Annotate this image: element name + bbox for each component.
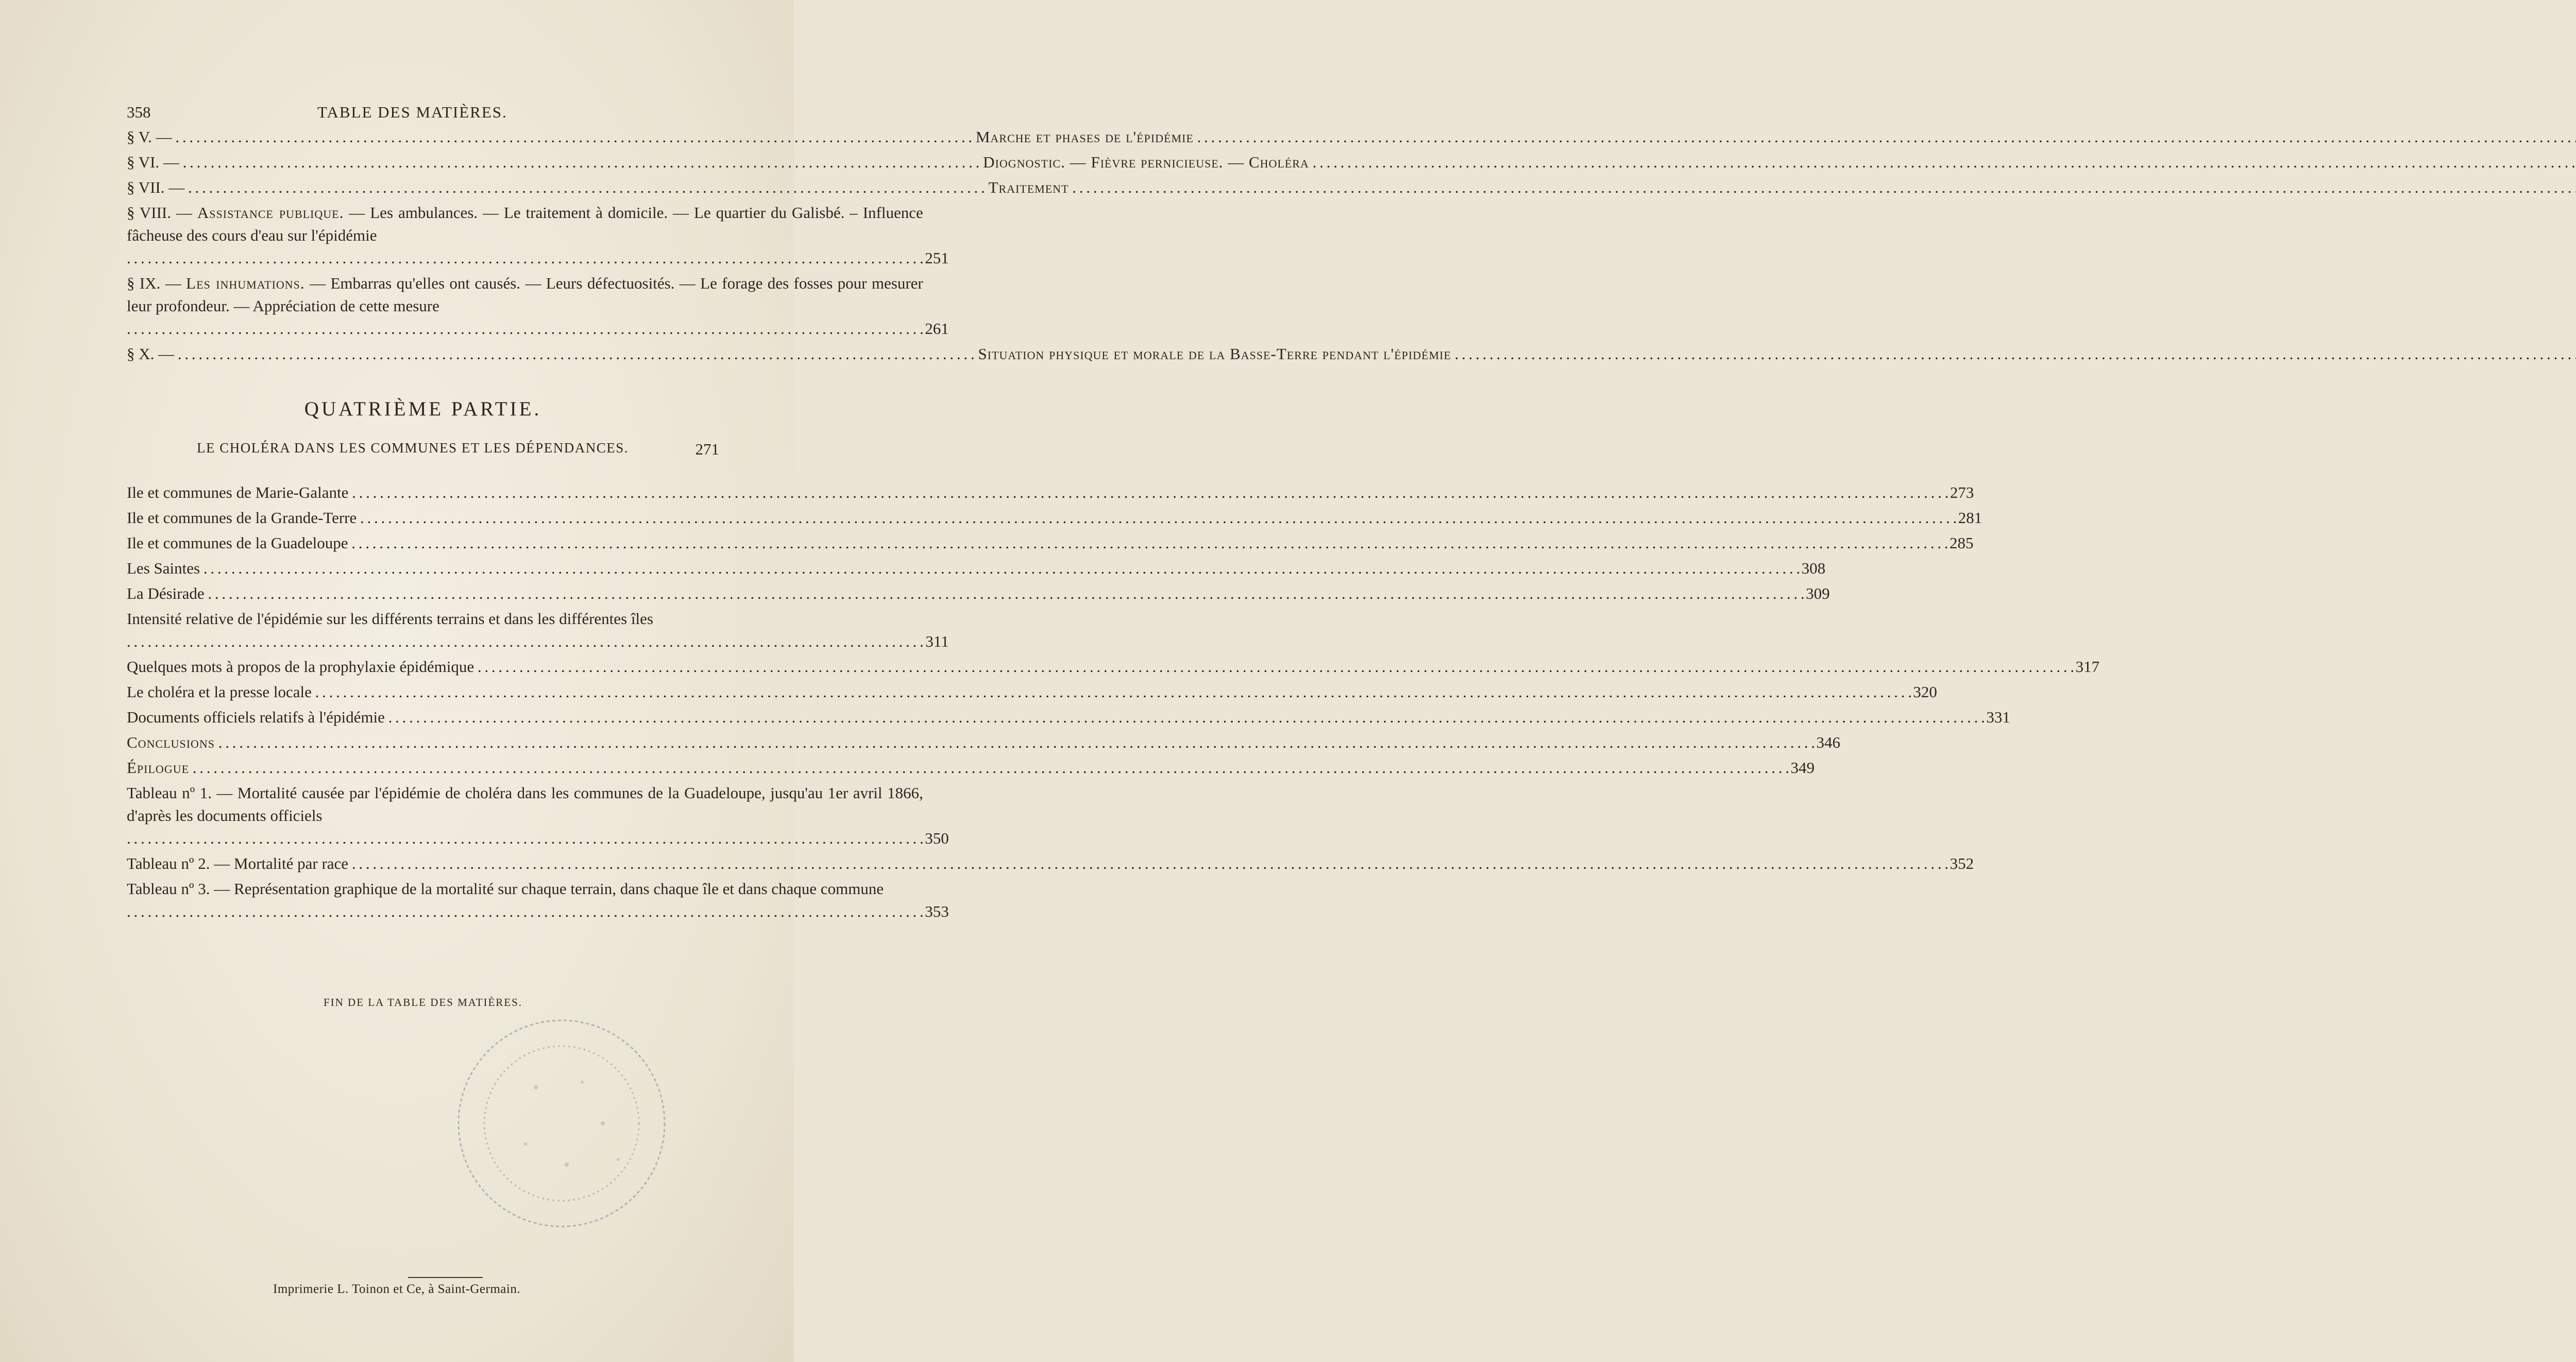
entry-title: Les Saintes . . . xyxy=(127,559,1000,577)
entry-text xyxy=(127,731,1815,754)
section-text xyxy=(127,201,923,270)
imprint-rule xyxy=(408,1277,483,1278)
entry-row xyxy=(127,878,949,923)
entry-title: Le choléra et la presse locale . . . xyxy=(127,683,1111,701)
section-marker: § V. — . . . xyxy=(127,128,972,146)
entry-row xyxy=(127,756,1815,779)
entry-title: Quelques mots à propos de la prophylaxie épidémique . . . xyxy=(127,658,1274,676)
entry-page: 353 xyxy=(925,902,949,920)
entry-page: 281 xyxy=(1958,509,1982,527)
part-subtitle: LE CHOLÉRA DANS LES COMMUNES ET LES DÉPENDANCES. xyxy=(196,440,629,456)
section-heading: Traitement . . . xyxy=(988,178,1869,196)
entry-text xyxy=(127,507,1956,529)
entry-title: Épilogue . . . xyxy=(127,759,989,777)
entry-page: 308 xyxy=(1801,559,1826,577)
section-row xyxy=(127,151,1309,174)
entry-text xyxy=(127,756,1789,779)
section-heading: Marche et phases de l'épidémie . . . xyxy=(976,128,1993,146)
entry-text xyxy=(127,681,1911,703)
entry-text xyxy=(127,557,1800,580)
entry-row xyxy=(127,782,949,850)
entry-page: 273 xyxy=(1950,483,1974,501)
section-heading: Les inhumations. xyxy=(186,274,305,292)
section-row xyxy=(127,343,1451,365)
part-subtitle-page: 271 xyxy=(695,440,719,458)
entry-page: 320 xyxy=(1913,683,1937,701)
section-marker: § IX. — xyxy=(127,274,181,292)
entry-title: Documents officiels relatifs à l'épidémie . . . xyxy=(127,708,1184,726)
entry-text xyxy=(127,706,1985,729)
entry-page: 331 xyxy=(1986,708,2010,726)
entry-row xyxy=(127,655,2100,678)
entry-row xyxy=(127,481,1974,504)
section-marker: § VII. — . . . xyxy=(127,178,985,196)
section-text xyxy=(127,343,2576,365)
section-list xyxy=(127,126,1451,365)
entry-text xyxy=(127,782,923,850)
section-row xyxy=(127,201,949,270)
running-header xyxy=(127,103,719,126)
entry-title: Ile et communes de la Grande-Terre . . . xyxy=(127,509,1157,527)
entry-row xyxy=(127,582,1830,605)
entry-title: Conclusions . . . xyxy=(127,733,1015,751)
entry-text xyxy=(127,878,923,923)
entry-title: Tableau nº 3. — Représentation graphique de la mortalité sur chaque terrain, dans chaque île et dans chaque commune xyxy=(127,880,884,898)
section-heading: Assistance publique. xyxy=(197,204,344,222)
running-title: TABLE DES MATIÈRES. xyxy=(317,103,507,121)
entry-page: 285 xyxy=(1950,534,1974,552)
section-row xyxy=(127,176,1069,199)
entry-text xyxy=(127,582,1804,605)
entry-row xyxy=(127,731,1841,754)
section-row xyxy=(127,126,1194,148)
entry-text xyxy=(127,608,923,653)
entry-title: La Désirade . . . xyxy=(127,584,1004,602)
library-stamp xyxy=(448,1010,675,1237)
section-heading: Situation physique et morale de la Basse-Terre pendant l'épidémie . . . xyxy=(978,345,2251,363)
section-marker: § VI. — . . . xyxy=(127,153,979,171)
section-page: 251 xyxy=(925,249,949,267)
entry-row xyxy=(127,681,1937,703)
part-subtitle-row xyxy=(127,440,719,459)
entry-page: 346 xyxy=(1816,733,1841,751)
entry-title: Tableau nº 1. — Mortalité causée par l'épidémie de choléra dans les communes de la Guadeloupe, jusqu'au 1er avril 1866, d'après les documents officiels xyxy=(127,784,923,825)
entry-list xyxy=(127,481,2100,923)
section-text xyxy=(127,126,2576,148)
entry-text xyxy=(127,481,1948,504)
end-of-table-note: FIN DE LA TABLE DES MATIÈRES. xyxy=(323,996,523,1008)
entry-page: 311 xyxy=(925,632,949,650)
page-number: 358 xyxy=(127,103,151,121)
page-content xyxy=(127,103,2100,1009)
imprint-line: Imprimerie L. Toinon et Ce, à Saint-Germain. xyxy=(273,1282,521,1296)
section-row xyxy=(127,272,949,340)
section-marker: § X. — . . . xyxy=(127,345,974,363)
entry-text xyxy=(127,532,1948,554)
entry-row xyxy=(127,706,2010,729)
entry-row xyxy=(127,557,1826,580)
section-text xyxy=(127,272,923,340)
entry-page: 317 xyxy=(2075,658,2100,676)
section-page: 261 xyxy=(925,320,949,338)
entry-page: 309 xyxy=(1806,584,1830,602)
section-text xyxy=(127,151,2576,174)
section-description: — Les ambulances. — Le traitement à domicile. — Le quartier du Galisbé. – Influence fâcheuse des cours d'eau sur l'épidémie xyxy=(127,204,923,244)
entry-text xyxy=(127,852,1948,875)
entry-title: Ile et communes de la Guadeloupe . . . xyxy=(127,534,1148,552)
entry-page: 349 xyxy=(1790,759,1815,777)
entry-title: Intensité relative de l'épidémie sur les différents terrains et dans les différentes îles xyxy=(127,610,653,628)
entry-row xyxy=(127,608,949,653)
section-text xyxy=(127,176,2576,199)
part-title: QUATRIÈME PARTIE. xyxy=(304,398,542,420)
section-marker: § VIII. — xyxy=(127,204,192,222)
entry-row xyxy=(127,852,1974,875)
entry-row xyxy=(127,532,1974,554)
entry-title: Ile et communes de Marie-Galante . . . xyxy=(127,483,1148,501)
entry-page: 350 xyxy=(925,829,949,847)
entry-title: Tableau nº 2. — Mortalité par race . . . xyxy=(127,854,1148,872)
entry-text xyxy=(127,655,2074,678)
section-heading: Diognostic. — Fièvre pernicieuse. — Choléra . . . xyxy=(983,153,2109,171)
entry-row xyxy=(127,507,1982,529)
entry-page: 352 xyxy=(1950,854,1974,872)
section-description: — Embarras qu'elles ont causés. — Leurs défectuosités. — Le forage des fosses pour mesurer leur profondeur. — Appréciation de cette mesure xyxy=(127,274,923,315)
